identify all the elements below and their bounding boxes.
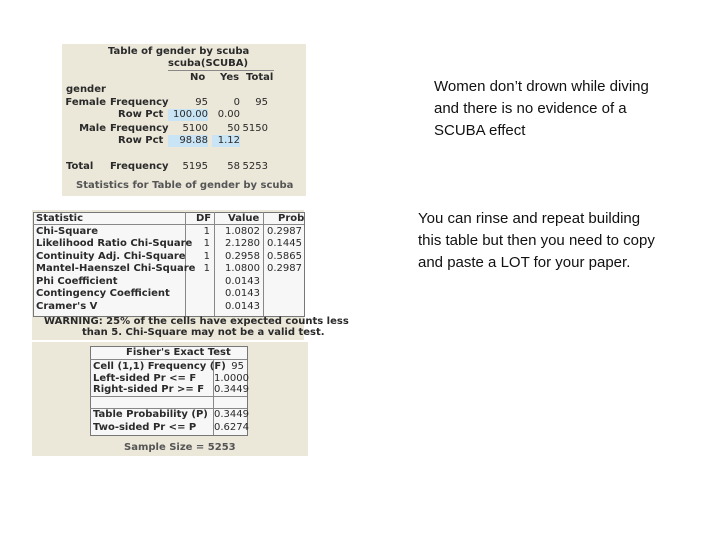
row-group-label: Female bbox=[65, 97, 106, 108]
header-divider bbox=[90, 359, 247, 360]
header-value: Value bbox=[228, 213, 260, 224]
row-stat-label: Row Pct bbox=[118, 135, 164, 146]
warning-text: than 5. Chi-Square may not be a valid test. bbox=[82, 327, 325, 338]
header-divider bbox=[168, 70, 274, 71]
cell-value: 50 bbox=[227, 123, 240, 134]
statistic-value: 2.1280 bbox=[225, 238, 260, 249]
statistic-value: 0.0143 bbox=[225, 301, 260, 312]
statistic-name: Likelihood Ratio Chi-Square bbox=[36, 238, 193, 249]
cell-value: 95 bbox=[195, 97, 208, 108]
statistic-name: Phi Coefficient bbox=[36, 276, 118, 287]
header-statistic: Statistic bbox=[36, 213, 84, 224]
statistic-name: Chi-Square bbox=[36, 226, 98, 237]
column-header-yes: Yes bbox=[220, 72, 240, 83]
statistic-df: 1 bbox=[203, 238, 210, 249]
statistic-value: 0.0143 bbox=[225, 276, 260, 287]
warning-text: WARNING: 25% of the cells have expected counts less bbox=[44, 316, 349, 327]
statistic-df: 1 bbox=[203, 251, 210, 262]
note-women-scuba: Women don’t drown while diving and there is no evidence of a SCUBA effect bbox=[434, 78, 649, 139]
statistic-prob: 0.5865 bbox=[267, 251, 302, 262]
fisher-row-value: 0.6274 bbox=[214, 422, 249, 433]
statistic-name: Contingency Coefficient bbox=[36, 288, 170, 299]
column-header-no: No bbox=[190, 72, 206, 83]
header-df: DF bbox=[196, 213, 212, 224]
row-stat-label: Frequency bbox=[110, 161, 169, 172]
statistic-df: 1 bbox=[203, 263, 210, 274]
cell-value: 5253 bbox=[242, 161, 268, 172]
fisher-row-name: Two-sided Pr <= P bbox=[93, 422, 197, 433]
statistics-table bbox=[32, 210, 349, 340]
fisher-row-value: 0.3449 bbox=[214, 384, 249, 395]
cell-value: 58 bbox=[227, 161, 240, 172]
cell-value: 5100 bbox=[182, 123, 208, 134]
statistic-name: Cramer's V bbox=[36, 301, 98, 312]
row-group-label: Male bbox=[79, 123, 106, 134]
fisher-row-name: Right-sided Pr >= F bbox=[93, 384, 205, 395]
crosstab-table bbox=[62, 44, 306, 196]
cell-value: 1.12 bbox=[212, 135, 240, 147]
row-stat-label: Frequency bbox=[110, 123, 169, 134]
fisher-exact-test bbox=[32, 342, 308, 456]
note-rinse-repeat: You can rinse and repeat building this table but then you need to copy and paste a LOT for your paper. bbox=[418, 210, 655, 271]
fisher-row-value: 0.3449 bbox=[214, 409, 249, 420]
statistic-prob: 0.2987 bbox=[267, 263, 302, 274]
cell-value: 100.00 bbox=[168, 109, 208, 121]
cell-value: 0 bbox=[233, 97, 240, 108]
statistic-value: 1.0802 bbox=[225, 226, 260, 237]
row-variable-label: gender bbox=[66, 84, 106, 95]
fisher-row-value: 1.0000 bbox=[214, 373, 249, 384]
statistic-value: 0.0143 bbox=[225, 288, 260, 299]
column-divider bbox=[214, 212, 215, 316]
statistics-caption: Statistics for Table of gender by scuba bbox=[76, 180, 294, 191]
fisher-row-name: Table Probability (P) bbox=[93, 409, 208, 420]
statistic-name: Mantel-Haenszel Chi-Square bbox=[36, 263, 196, 274]
header-prob: Prob bbox=[278, 213, 305, 224]
fisher-row-name: Cell (1,1) Frequency (F) bbox=[93, 361, 226, 372]
row-stat-label: Frequency bbox=[110, 97, 169, 108]
row-group-label: Total bbox=[66, 161, 94, 172]
statistic-value: 0.2958 bbox=[225, 251, 260, 262]
row-divider bbox=[90, 396, 247, 397]
cell-value: 5195 bbox=[182, 161, 208, 172]
cell-value: 98.88 bbox=[168, 135, 208, 147]
cell-value: 5150 bbox=[242, 123, 268, 134]
row-stat-label: Row Pct bbox=[118, 109, 164, 120]
fisher-row-value: 95 bbox=[231, 361, 244, 372]
statistic-value: 1.0800 bbox=[225, 263, 260, 274]
statistic-name: Continuity Adj. Chi-Square bbox=[36, 251, 186, 262]
statistic-prob: 0.2987 bbox=[267, 226, 302, 237]
cell-value: 95 bbox=[255, 97, 268, 108]
statistic-df: 1 bbox=[203, 226, 210, 237]
sample-size: Sample Size = 5253 bbox=[124, 442, 236, 453]
fisher-title: Fisher's Exact Test bbox=[126, 347, 231, 358]
cell-value: 0.00 bbox=[217, 109, 240, 120]
statistic-prob: 0.1445 bbox=[267, 238, 302, 249]
crosstab-title: Table of gender by scuba bbox=[108, 46, 250, 57]
fisher-row-name: Left-sided Pr <= F bbox=[93, 373, 197, 384]
column-header-total: Total bbox=[246, 72, 274, 83]
column-variable-label: scuba(SCUBA) bbox=[168, 58, 249, 69]
